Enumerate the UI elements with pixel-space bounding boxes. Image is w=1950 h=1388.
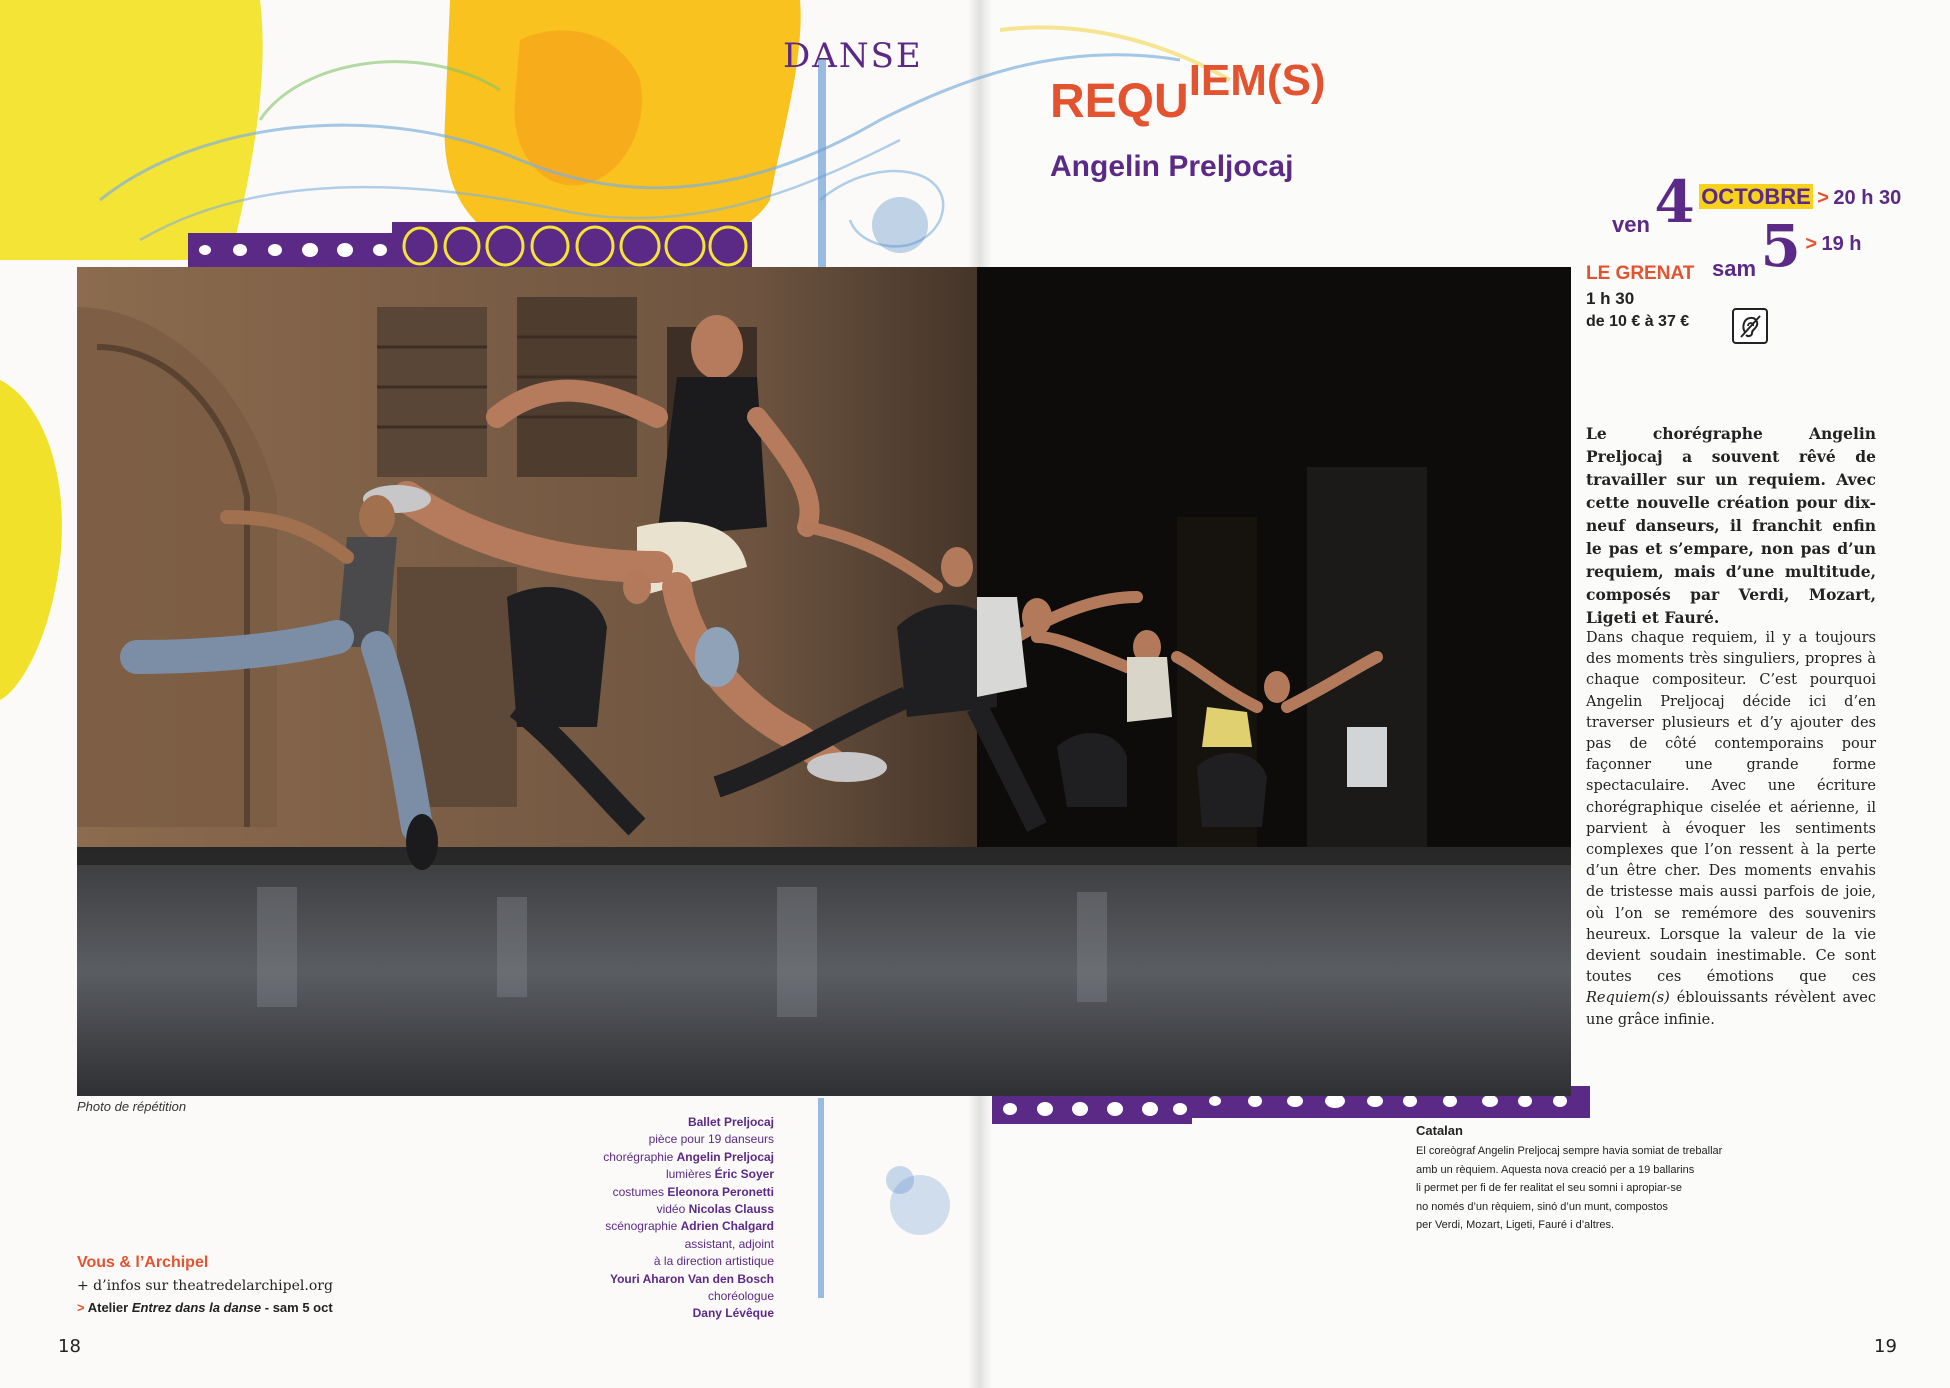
credit-line [560,1131,774,1148]
credit-line [560,1288,774,1305]
duration: 1 h 30 [1586,289,1635,308]
credit-role: scénographie [605,1219,681,1234]
atelier-line [77,1300,333,1315]
credit-role: costumes [612,1184,668,1199]
catalan-text [1416,1142,1736,1235]
body-text-after: éblouissants révèlent avec une grâce infinie. [1586,990,1876,1028]
credit-line [560,1271,774,1288]
catalan-line: El coreògraf Angelin Preljocaj sempre havia somiat de treballar [1416,1145,1723,1157]
page-number-right: 19 [1874,1336,1897,1357]
date-1-month: OCTOBRE [1701,184,1811,209]
date-1-arrow: > [1817,187,1829,209]
date-2-time: 19 h [1821,233,1862,255]
website-link[interactable]: + d’infos sur theatredelarchipel.org [77,1278,333,1294]
yellow-paint-left [0,380,62,700]
hearing-loop-icon [1732,308,1768,344]
credit-name: Éric Soyer [714,1167,774,1182]
date-2-arrow: > [1805,233,1817,255]
credit-name: Adrien Chalgard [680,1219,774,1234]
blue-strip-top [818,60,826,270]
yellow-paint-top-left [0,0,263,260]
date-1-time: 20 h 30 [1833,187,1902,209]
credit-role: vidéo [656,1202,689,1217]
date-1-day: ven [1612,212,1650,237]
credit-name: Eleonora Peronetti [667,1184,774,1199]
credit-name: Angelin Preljocaj [676,1149,774,1164]
credit-line [560,1218,774,1235]
price: de 10 € à 37 € [1586,313,1690,330]
credit-role: chorégraphie [603,1149,677,1164]
body-text-italic: Requiem(s) [1586,990,1670,1007]
date-2-num: 5 [1760,212,1801,280]
credit-line [560,1305,774,1322]
credit-line [560,1166,774,1183]
catalan-title: Catalan [1416,1123,1463,1138]
catalan-line: amb un rèquiem. Aquesta nova creació per a 19 ballarins [1416,1163,1695,1176]
body-text-before: Dans chaque requiem, il y a toujours des moments très singuliers, propres à chaque compositeur. C’est pourquoi Angelin Preljocaj décide ici d’en traverser plusieurs et d’y ajouter des pas de côté contemporains pour façonner une grande forme spectaculaire. Avec une écriture chorégraphique ciselée et aérienne, il parvient à évoquer les sentiments complexes que l’on ressent à la perte d’un être cher. Des moments envahis de tristesse mais aussi parfois de joie, où l’on se remémore des souvenirs heureux. Lorsque la valeur de la vie devient soudain inestimable. Ce sont toutes ces émotions que ces [1586,630,1876,986]
rehearsal-photo-image [77,267,1571,1096]
purple-band-bottom [992,1094,1192,1124]
credit-line [560,1201,774,1218]
intro-paragraph: Le chorégraphe Angelin Preljocaj a souvent rêvé de travailler sur un requiem. Avec cette nouvelle création pour dix-neuf danseurs, il franchit enfin le pas et s’empare, non pas d’un requiem, mais d’une multitude, composés par Verdi, Mozart, Ligeti et Fauré. [1586,424,1876,627]
vous-archipel-title: Vous & l’Archipel [77,1254,209,1271]
credit-name: Youri Aharon Van den Bosch [609,1271,774,1286]
date-1-num: 4 [1654,168,1695,236]
body-paragraph [1586,628,1876,1031]
credits-block [560,1114,774,1323]
credit-role: pièce pour 19 danseurs [648,1132,774,1147]
catalan-line: no només d’un rèquiem, sinó d’un munt, compostos [1416,1200,1668,1213]
atelier-name: Entrez dans la danse [131,1300,262,1315]
page-number-left: 18 [58,1336,81,1357]
catalan-line: li permet per fi de fer realitat el seu somni i apropiar-se [1416,1182,1682,1194]
atelier-label: Atelier [87,1300,132,1315]
show-title [1050,56,1326,128]
show-title-part2: IEM(S) [1188,56,1326,105]
blue-strip-bottom [818,1098,824,1298]
blue-speckle-small [886,1166,914,1194]
credit-line [560,1253,774,1270]
blue-dot-top [872,197,928,253]
credit-line [560,1114,774,1131]
credit-role: à la direction artistique [653,1254,774,1269]
credit-line [560,1149,774,1166]
show-title-part1: REQU [1050,75,1189,128]
credit-name: Ballet Preljocaj [687,1115,774,1129]
rehearsal-photo [77,267,1571,1096]
credit-line [560,1184,774,1201]
date-2-day: sam [1712,256,1757,281]
photo-caption: Photo de répétition [77,1099,187,1114]
credit-line [560,1236,774,1253]
credit-name: Dany Lévêque [692,1306,774,1321]
atelier-arrow: > [77,1300,85,1315]
show-subtitle: Angelin Preljocaj [1050,150,1294,183]
credit-role: choréologue [707,1289,774,1304]
venue-name: LE GRENAT [1586,263,1695,284]
credit-role: assistant, adjoint [684,1236,774,1251]
date-2 [1712,196,1862,281]
credit-role: lumières [665,1167,715,1182]
section-label: DANSE [783,36,923,76]
atelier-date: - sam 5 oct [261,1300,333,1315]
credit-name: Nicolas Clauss [688,1202,774,1217]
catalan-line: per Verdi, Mozart, Ligeti, Fauré i d’altres. [1416,1219,1615,1231]
